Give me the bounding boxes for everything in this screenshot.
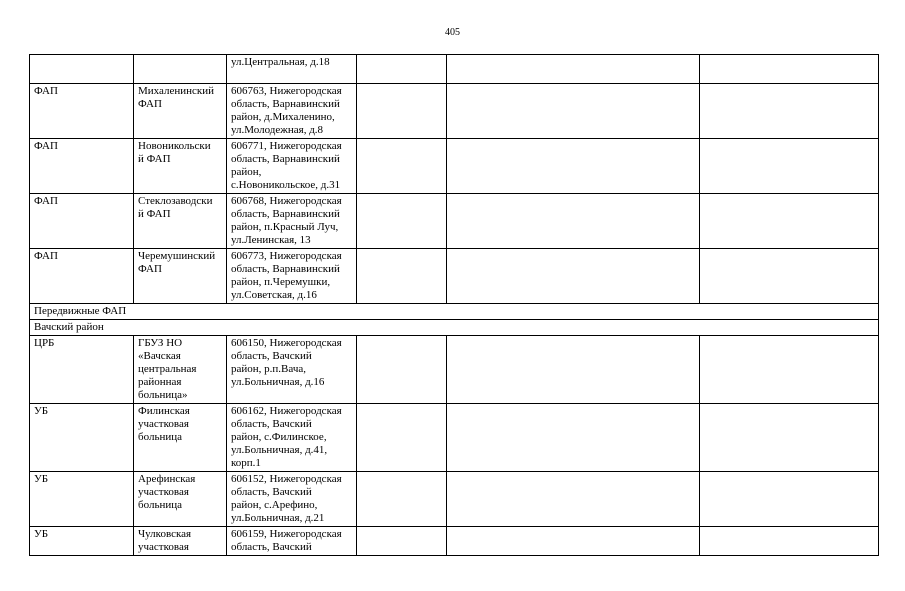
- facility-name-cell: Михаленинский ФАП: [134, 84, 227, 139]
- page-number: 405: [445, 27, 460, 38]
- table-row: [30, 55, 879, 84]
- facility-name-cell: ГБУЗ НО «Вачская центральная районная больница»: [134, 336, 227, 404]
- table-row: [30, 336, 879, 404]
- column-5-cell: [447, 139, 700, 194]
- column-6-cell: [700, 139, 879, 194]
- column-4-cell: [357, 55, 447, 84]
- section-row: [30, 320, 879, 336]
- column-6-cell: [700, 249, 879, 304]
- address-cell: 606162, Нижегородская область, Вачский район, с.Филинское, ул.Больничная, д.41, корп.1: [227, 404, 357, 472]
- column-4-cell: [357, 472, 447, 527]
- address-cell: 606771, Нижегородская область, Варнавинский район, с.Новоникольское, д.31: [227, 139, 357, 194]
- column-5-cell: [447, 336, 700, 404]
- table-row: [30, 404, 879, 472]
- table-row: [30, 472, 879, 527]
- facility-name-cell: Арефинская участковая больница: [134, 472, 227, 527]
- facility-name-cell: [134, 55, 227, 84]
- column-4-cell: [357, 139, 447, 194]
- facility-type-cell: [30, 55, 134, 84]
- column-5-cell: [447, 404, 700, 472]
- column-6-cell: [700, 84, 879, 139]
- column-6-cell: [700, 404, 879, 472]
- section-heading: Вачский район: [30, 320, 879, 336]
- facility-name-cell: Черемушинский ФАП: [134, 249, 227, 304]
- column-4-cell: [357, 249, 447, 304]
- facility-type-cell: ФАП: [30, 84, 134, 139]
- column-6-cell: [700, 55, 879, 84]
- table-row: [30, 139, 879, 194]
- address-cell: 606150, Нижегородская область, Вачский район, р.п.Вача, ул.Больничная, д.16: [227, 336, 357, 404]
- facility-type-cell: ЦРБ: [30, 336, 134, 404]
- column-4-cell: [357, 527, 447, 556]
- table-row: [30, 249, 879, 304]
- column-5-cell: [447, 527, 700, 556]
- column-5-cell: [447, 55, 700, 84]
- facility-type-cell: ФАП: [30, 249, 134, 304]
- section-heading: Передвижные ФАП: [30, 304, 879, 320]
- address-cell: 606763, Нижегородская область, Варнавинский район, д.Михаленино, ул.Молодежная, д.8: [227, 84, 357, 139]
- column-4-cell: [357, 404, 447, 472]
- table-row: [30, 527, 879, 556]
- column-6-cell: [700, 472, 879, 527]
- facility-name-cell: Стеклозаводски й ФАП: [134, 194, 227, 249]
- column-6-cell: [700, 194, 879, 249]
- address-cell: 606152, Нижегородская область, Вачский район, с.Арефино, ул.Больничная, д.21: [227, 472, 357, 527]
- column-6-cell: [700, 527, 879, 556]
- column-4-cell: [357, 194, 447, 249]
- address-cell: ул.Центральная, д.18: [227, 55, 357, 84]
- table-row: [30, 84, 879, 139]
- facility-type-cell: УБ: [30, 404, 134, 472]
- facility-type-cell: ФАП: [30, 194, 134, 249]
- column-5-cell: [447, 84, 700, 139]
- facility-type-cell: ФАП: [30, 139, 134, 194]
- facility-name-cell: Филинская участковая больница: [134, 404, 227, 472]
- address-cell: 606159, Нижегородская область, Вачский: [227, 527, 357, 556]
- table-row: [30, 194, 879, 249]
- address-cell: 606773, Нижегородская область, Варнавинский район, п.Черемушки, ул.Советская, д.16: [227, 249, 357, 304]
- facility-name-cell: Новоникольски й ФАП: [134, 139, 227, 194]
- address-cell: 606768, Нижегородская область, Варнавинский район, п.Красный Луч, ул.Ленинская, 13: [227, 194, 357, 249]
- facility-name-cell: Чулковская участковая: [134, 527, 227, 556]
- facility-type-cell: УБ: [30, 527, 134, 556]
- facilities-table: [29, 54, 879, 556]
- facility-type-cell: УБ: [30, 472, 134, 527]
- column-4-cell: [357, 336, 447, 404]
- column-5-cell: [447, 194, 700, 249]
- column-5-cell: [447, 249, 700, 304]
- column-4-cell: [357, 84, 447, 139]
- section-row: [30, 304, 879, 320]
- column-6-cell: [700, 336, 879, 404]
- column-5-cell: [447, 472, 700, 527]
